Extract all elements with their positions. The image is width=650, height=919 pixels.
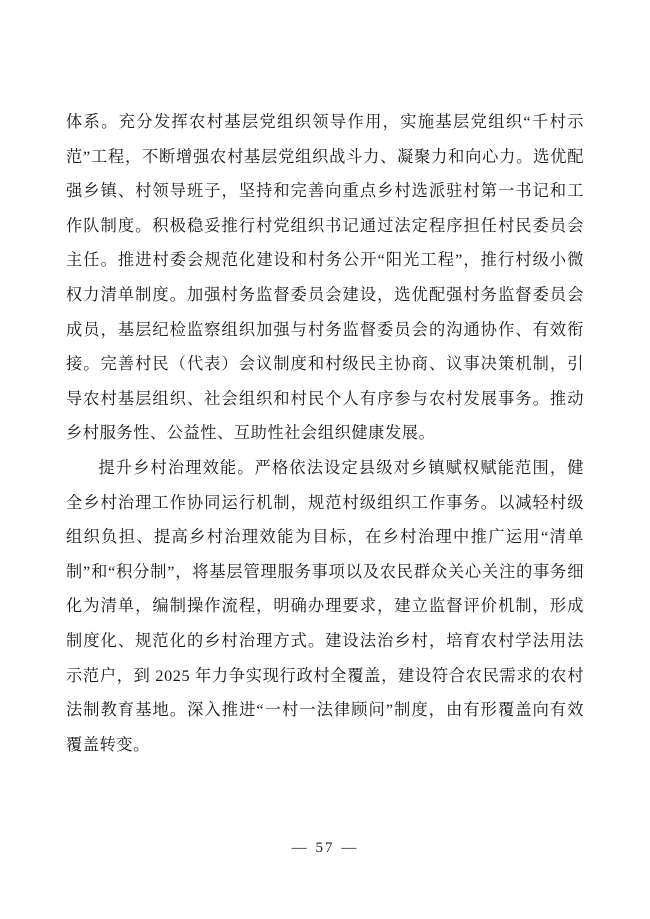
paragraph-governance-effectiveness: 提升乡村治理效能。严格依法设定县级对乡镇赋权赋能范围，健全乡村治理工作协同运行机制，规范村级组织工作事务。以减轻村级组织负担、提高乡村治理效能为目标，在乡村治理中推广运用“清单制”和“积分制”，将基层管理服务事项以及农民群众关心关注的事务细化为清单，编制操作流程，明确办理要求，建立监督评价机制，形成制度化、规范化的乡村治理方式。建设法治乡村，培育农村学法用法示范户，到 2025 年力争实现行政村全覆盖，建设符合农民需求的农村法制教育基地。深入推进“一村一法律顾问”制度，由有形覆盖向有效覆盖转变。: [66, 458, 584, 754]
page-number: 57: [315, 840, 335, 856]
page-body: [66, 105, 584, 762]
page-footer: [0, 840, 650, 857]
footer-right-dash: —: [341, 840, 359, 856]
paragraph-continuation: 体系。充分发挥农村基层党组织领导作用，实施基层党组织“千村示范”工程，不断增强农村基层党组织战斗力、凝聚力和向心力。选优配强乡镇、村领导班子，坚持和完善向重点乡村选派驻村第一书记和工作队制度。积极稳妥推行村党组织书记通过法定程序担任村民委员会主任。推进村委会规范化建设和村务公开“阳光工程”，推行村级小微权力清单制度。加强村务监督委员会建设，选优配强村务监督委员会成员，基层纪检监察组织加强与村务监督委员会的沟通协作、有效衔接。完善村民（代表）会议制度和村级民主协商、议事决策机制，引导农村基层组织、社会组织和村民个人有序参与农村发展事务。推动乡村服务性、公益性、互助性社会组织健康发展。: [66, 113, 584, 443]
footer-left-dash: —: [291, 840, 309, 856]
